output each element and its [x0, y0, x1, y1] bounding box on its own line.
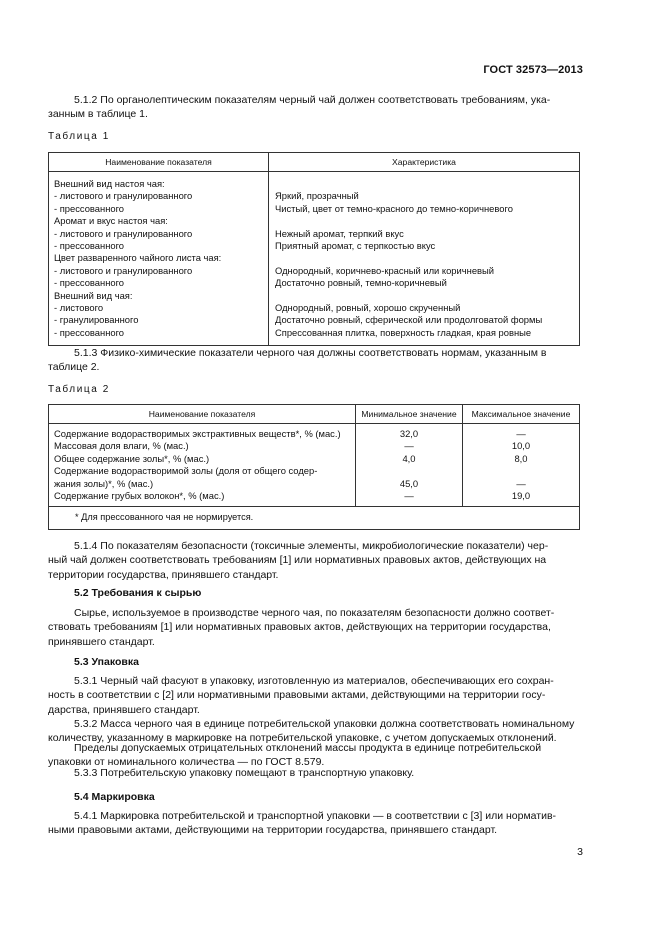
cell-line: - прессованного	[54, 277, 125, 289]
table-footnote-row	[49, 507, 580, 529]
cell-line: Спрессованная плитка, поверхность гладкая, края ровные	[275, 326, 532, 338]
cell-value: —	[516, 477, 526, 489]
min-value-cell	[356, 424, 463, 507]
cell-line: Содержание грубых волокон*, % (мас.)	[54, 490, 225, 502]
cell-value: —	[404, 440, 414, 452]
section-heading: 5.4 Маркировка	[74, 791, 155, 803]
cell-line: - листового и гранулированного	[54, 264, 193, 276]
paragraph-5-1-2	[48, 93, 584, 122]
cell-line: Внешний вид чая:	[54, 289, 133, 301]
section-heading: 5.2 Требования к сырью	[74, 587, 202, 599]
indicator-name-cell	[49, 172, 269, 346]
cell-line: - листового	[54, 302, 104, 314]
text-line: Сырье, используемое в производстве черного чая, по показателям безопасности должно соответ-	[74, 607, 555, 619]
cell-line: - листового и гранулированного	[54, 190, 193, 202]
cell-line: Содержание водорастворимых экстрактивных веществ*, % (мас.)	[54, 428, 341, 439]
paragraph-5-3-1	[48, 674, 584, 717]
indicator-name-cell	[49, 424, 356, 507]
table-header-row	[49, 405, 580, 424]
table-body-row	[49, 172, 580, 346]
cell-line: Массовая доля влаги, % (мас.)	[54, 440, 189, 452]
characteristic-cell	[269, 172, 580, 346]
table-1	[48, 152, 580, 346]
cell-line: Содержание водорастворимой золы (доля от общего содер-	[54, 465, 318, 477]
column-header: Наименование показателя	[49, 405, 356, 424]
text-line: ный чай должен соответствовать требованиям [1] или нормативных правовых актов, действующих на	[48, 554, 547, 567]
text-line: количеству, указанному в маркировке на потребительской упаковке, с учетом допускаемых отклонений.	[48, 732, 557, 745]
paragraph-5-1-4	[48, 539, 584, 582]
cell-line: Однородный, коричнево-красный или коричневый	[275, 264, 494, 276]
cell-line: - прессованного	[54, 202, 125, 214]
text-line: ными правовыми актами, действующими на территории государства, принявшего стандарт.	[48, 824, 498, 837]
cell-line: - прессованного	[54, 326, 125, 338]
cell-value: —	[404, 490, 414, 502]
max-value-cell	[463, 424, 580, 507]
text-line: принявшего стандарт.	[48, 635, 155, 648]
text-line: упаковки от номинального количества — по ГОСТ 8.579.	[48, 756, 325, 769]
cell-line: Приятный аромат, с терпкостью вкус	[275, 240, 436, 252]
column-header: Характеристика	[269, 153, 580, 172]
text-line: 5.3.3 Потребительскую упаковку помещают в транспортную упаковку.	[74, 767, 415, 779]
document-code: ГОСТ 32573—2013	[483, 64, 583, 76]
cell-line	[275, 290, 575, 302]
column-header: Минимальное значение	[356, 405, 463, 424]
cell-line: жания золы)*, % (мас.)	[54, 477, 154, 489]
cell-value: 8,0	[514, 452, 528, 464]
cell-line: - прессованного	[54, 240, 125, 252]
cell-value	[356, 465, 462, 477]
text-line: 5.1.2 По органолептическим показателям черный чай должен соответствовать требованиям, ука-	[74, 94, 551, 106]
text-line: 5.1.3 Физико-химические показатели черного чая должны соответствовать нормам, указанным в	[74, 347, 547, 359]
cell-value: 10,0	[511, 440, 531, 452]
paragraph-5-3-3	[48, 766, 584, 780]
text-line: 5.3.1 Черный чай фасуют в упаковку, изготовленную из материалов, обеспечивающих его сохран-	[74, 675, 554, 687]
table-2-caption: Таблица 2	[48, 384, 110, 395]
text-line: территории государства, принявшего стандарт.	[48, 568, 279, 581]
text-line: ность в соответствии с [2] или нормативными правовыми актами, действующими на территории госу-	[48, 689, 546, 702]
cell-line: - гранулированного	[54, 314, 139, 326]
cell-line: Однородный, ровный, хорошо скрученный	[275, 302, 461, 314]
text-line: 5.3.2 Масса черного чая в единице потребительской упаковки должна соответствовать номинальному	[74, 718, 575, 730]
cell-value: 32,0	[399, 428, 419, 439]
cell-value: —	[516, 428, 526, 439]
cell-value: 19,0	[511, 490, 531, 502]
cell-line: Достаточно ровный, темно-коричневый	[275, 277, 447, 289]
column-header: Максимальное значение	[463, 405, 580, 424]
text-line: таблице 2.	[48, 361, 100, 374]
cell-value: 45,0	[399, 477, 419, 489]
text-line: 5.4.1 Маркировка потребительской и транспортной упаковки — в соответствии с [3] или норматив-	[74, 810, 557, 822]
cell-line: Цвет разваренного чайного листа чая:	[54, 252, 222, 264]
text-line: занным в таблице 1.	[48, 108, 148, 121]
text-line: 5.1.4 По показателям безопасности (токсичные элементы, микробиологические показатели) чер-	[74, 540, 549, 552]
table-header-row	[49, 153, 580, 172]
cell-line: - листового и гранулированного	[54, 227, 193, 239]
table-footnote: * Для прессованного чая не нормируется.	[49, 507, 580, 529]
cell-line	[275, 252, 575, 264]
paragraph-5-4-1	[48, 809, 584, 838]
cell-value	[463, 465, 579, 477]
cell-line	[275, 178, 575, 190]
cell-line: Аромат и вкус настоя чая:	[54, 215, 168, 227]
cell-value: 4,0	[402, 452, 416, 464]
table-1-caption: Таблица 1	[48, 131, 110, 142]
column-header: Наименование показателя	[49, 153, 269, 172]
cell-line: Чистый, цвет от темно-красного до темно-коричневого	[275, 202, 513, 214]
text-line: Пределы допускаемых отрицательных отклонений массы продукта в единице потребительской	[74, 742, 542, 754]
cell-line: Внешний вид настоя чая:	[54, 178, 165, 189]
cell-line: Нежный аромат, терпкий вкус	[275, 227, 404, 239]
paragraph-5-1-3	[48, 346, 584, 375]
text-line: дарства, принявшего стандарт.	[48, 703, 200, 716]
table-body-row	[49, 424, 580, 507]
page-number: 3	[577, 846, 583, 858]
text-line: ствовать требованиям [1] или нормативных правовых актов, действующих на территории государства,	[48, 621, 551, 634]
cell-line: Яркий, прозрачный	[275, 190, 359, 202]
table-2	[48, 404, 580, 530]
cell-line	[275, 215, 575, 227]
cell-line: Достаточно ровный, сферической или продолговатой формы	[275, 314, 543, 326]
section-heading: 5.3 Упаковка	[74, 656, 139, 668]
cell-line: Общее содержание золы*, % (мас.)	[54, 452, 210, 464]
paragraph-5-2	[48, 606, 584, 649]
